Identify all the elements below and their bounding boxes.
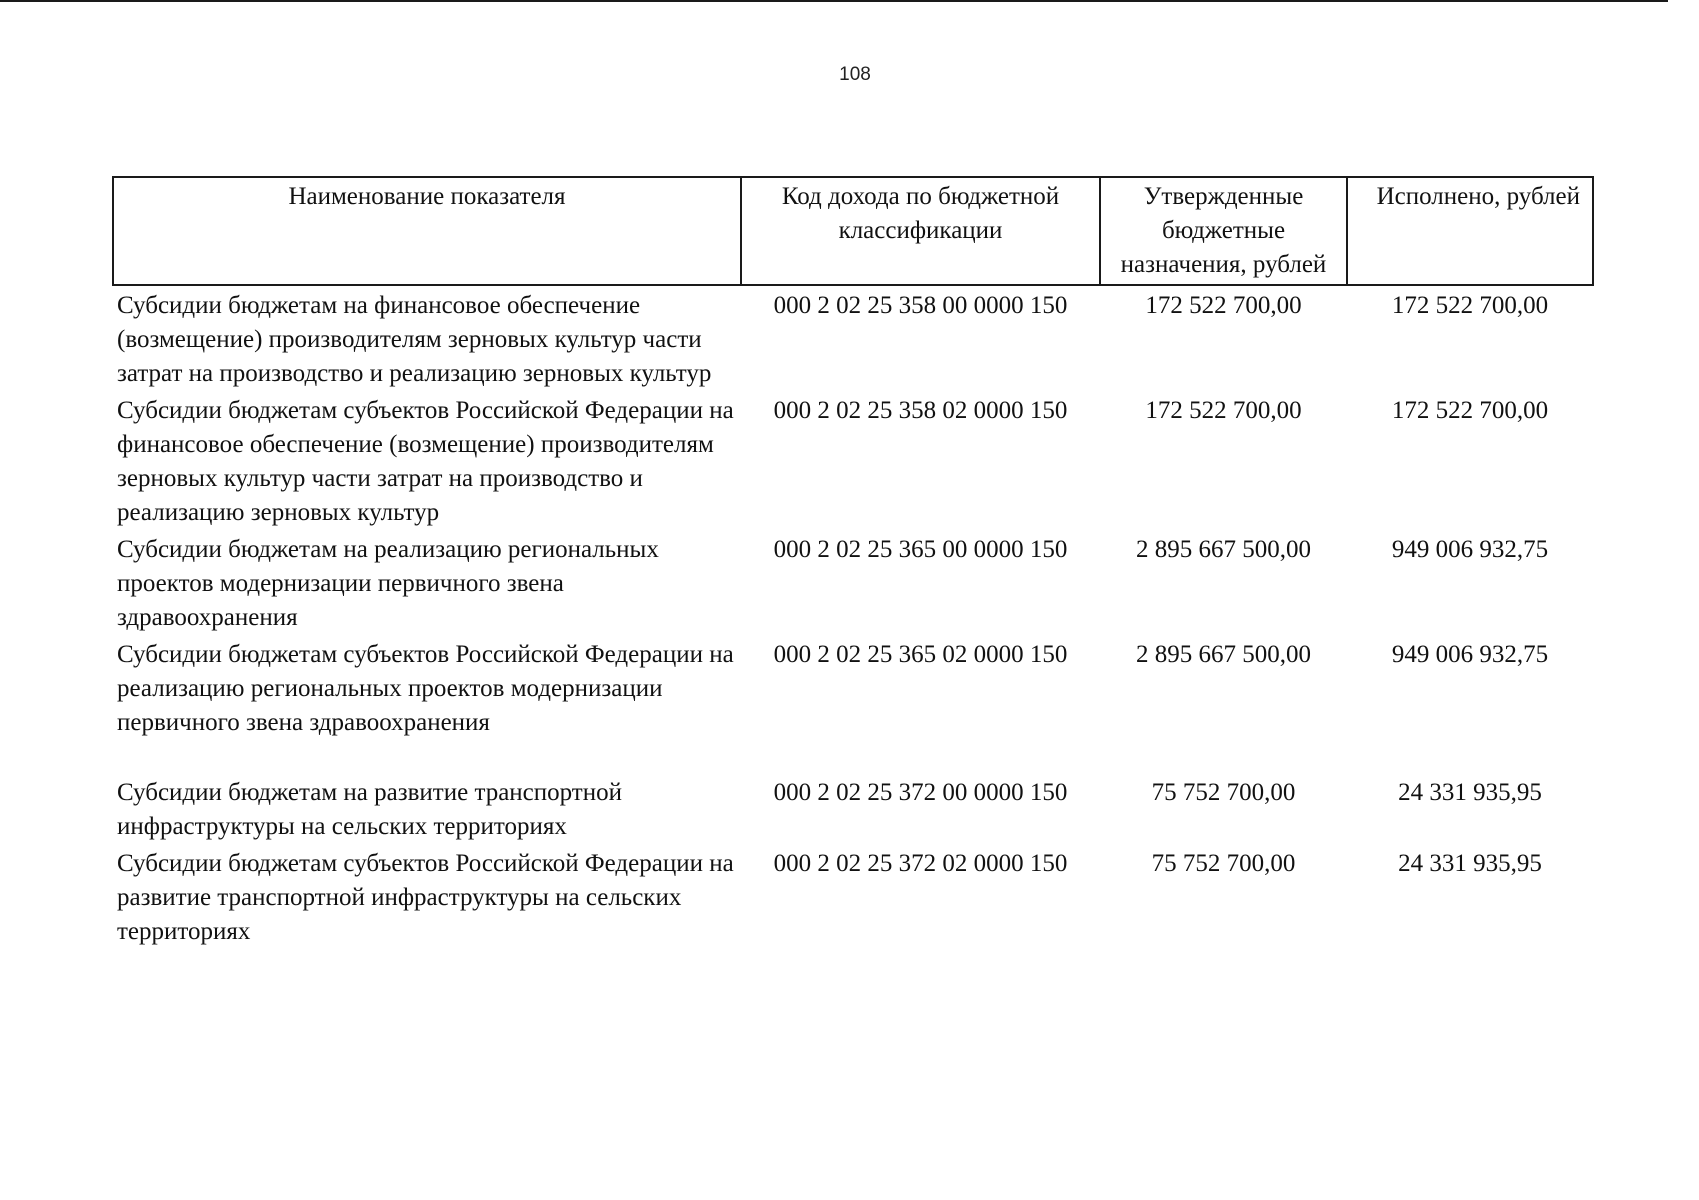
cell-income-code: 000 2 02 25 358 00 0000 150 <box>773 292 1068 319</box>
cell-executed-amount: 949 006 932,75 <box>1391 536 1549 563</box>
cell-income-code: 000 2 02 25 372 00 0000 150 <box>773 779 1068 806</box>
cell-indicator-name: Субсидии бюджетам субъектов Российской Федерации на реализацию региональных проектов модернизации первичного звена здравоохранения <box>117 641 734 736</box>
cell-indicator-name: Субсидии бюджетам субъектов Российской Федерации на развитие транспортной инфраструктуры на сельских территориях <box>117 850 734 945</box>
top-border-line <box>0 0 1668 2</box>
cell-approved-amount: 172 522 700,00 <box>1145 292 1302 319</box>
cell-indicator-name: Субсидии бюджетам субъектов Российской Федерации на финансовое обеспечение (возмещение) производителям зерновых культур части затрат на производство и реализацию зерновых культур <box>117 397 734 526</box>
cell-approved-amount: 75 752 700,00 <box>1151 779 1296 806</box>
cell-approved-amount: 2 895 667 500,00 <box>1136 641 1311 668</box>
cell-income-code: 000 2 02 25 365 00 0000 150 <box>773 536 1068 563</box>
cell-executed-amount: 24 331 935,95 <box>1398 779 1542 806</box>
header-indicator-name: Наименование показателя <box>113 177 741 285</box>
table-row <box>113 638 1593 776</box>
cell-income-code: 000 2 02 25 365 02 0000 150 <box>773 641 1068 668</box>
cell-executed-amount: 172 522 700,00 <box>1391 397 1549 424</box>
cell-indicator-name: Субсидии бюджетам на реализацию региональных проектов модернизации первичного звена здравоохранения <box>117 536 659 631</box>
page-number: 108 <box>839 64 871 85</box>
cell-approved-amount: 172 522 700,00 <box>1145 397 1302 424</box>
cell-executed-amount: 24 331 935,95 <box>1398 850 1542 877</box>
budget-income-table <box>112 176 1594 952</box>
table-row <box>113 394 1593 533</box>
cell-indicator-name: Субсидии бюджетам на финансовое обеспечение (возмещение) производителям зерновых культур части затрат на производство и реализацию зерновых культур <box>117 292 712 387</box>
table-row <box>113 776 1593 847</box>
table-row <box>113 533 1593 638</box>
header-income-code: Код дохода по бюджетной классификации <box>741 177 1100 285</box>
table-row <box>113 285 1593 394</box>
cell-income-code: 000 2 02 25 372 02 0000 150 <box>773 850 1068 877</box>
cell-indicator-name: Субсидии бюджетам на развитие транспортной инфраструктуры на сельских территориях <box>117 779 622 840</box>
cell-approved-amount: 75 752 700,00 <box>1151 850 1296 877</box>
cell-income-code: 000 2 02 25 358 02 0000 150 <box>773 397 1068 424</box>
header-executed-amount: Исполнено, рублей <box>1347 177 1593 285</box>
cell-executed-amount: 172 522 700,00 <box>1391 292 1549 319</box>
cell-approved-amount: 2 895 667 500,00 <box>1136 536 1311 563</box>
cell-executed-amount: 949 006 932,75 <box>1391 641 1549 668</box>
table-header <box>113 177 1593 285</box>
table-row <box>113 847 1593 952</box>
header-row <box>113 177 1593 285</box>
table-body <box>113 285 1593 952</box>
header-approved-amount: Утвержденные бюджетные назначения, рублей <box>1100 177 1347 285</box>
